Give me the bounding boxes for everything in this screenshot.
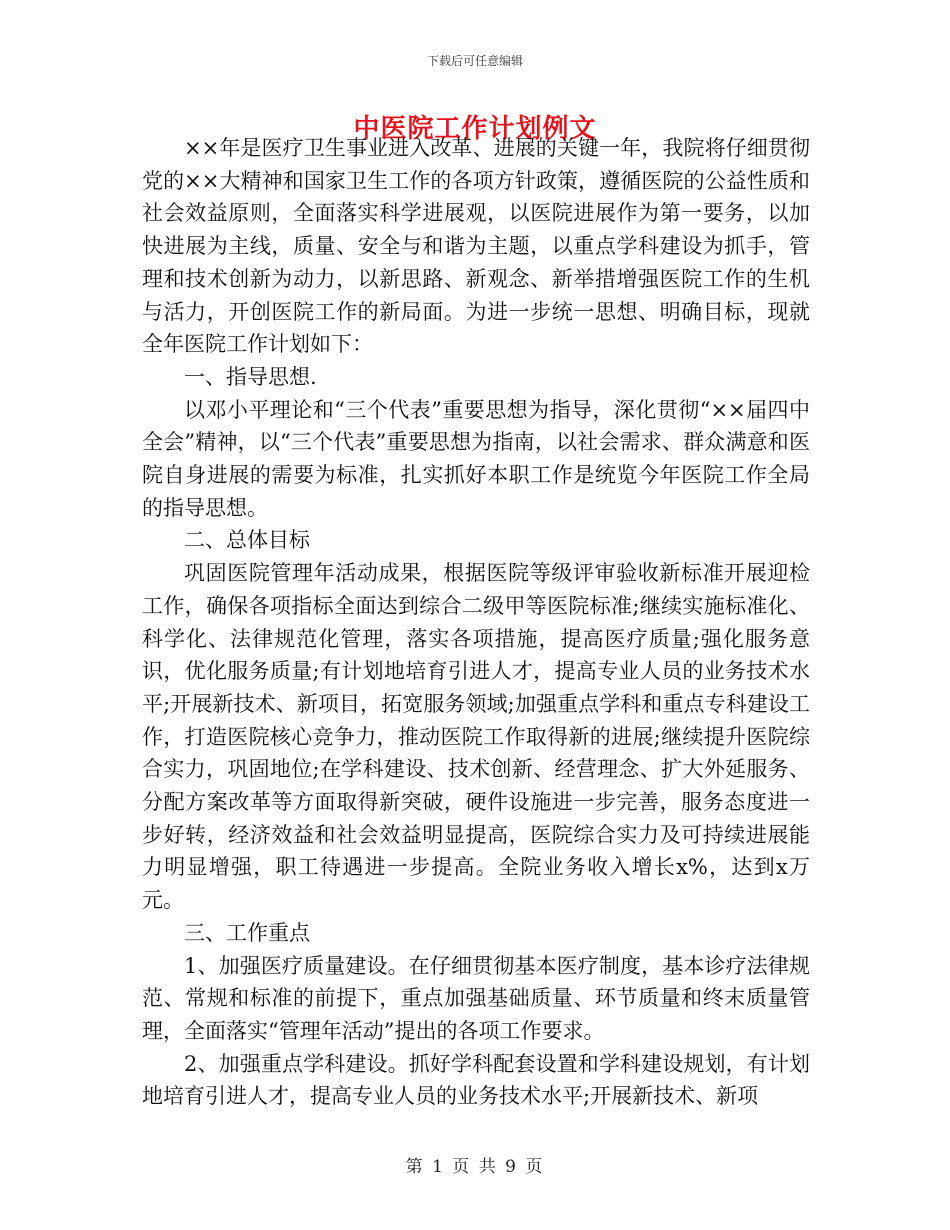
paragraph-guiding-ideology: 以邓小平理论和“三个代表”重要思想为指导，深化贯彻“××届四中全会”精神，以“三个代表”重要思想为指南，以社会需求、群众满意和医院自身进展的需要为标准，扎实抓好本职工作是统览今年医院工作全局的指导思想。 bbox=[142, 397, 810, 520]
page-number: 第 1 页 共 9 页 bbox=[405, 1157, 545, 1177]
paragraph-priority-2: 2、加强重点学科建设。抓好学科配套设置和学科建设规划，有计划地培育引进人才，提高专业人员的业务技术水平;开展新技术、新项 bbox=[142, 1051, 810, 1109]
section-heading-work-priorities: 三、工作重点 bbox=[184, 920, 310, 945]
page-header-note: 下载后可任意编辑 bbox=[426, 54, 523, 68]
document-title: 中医院工作计划例文 bbox=[353, 114, 597, 144]
section-heading-guiding-ideology: 一、指导思想. bbox=[184, 364, 317, 389]
paragraph-priority-1: 1、加强医疗质量建设。在仔细贯彻基本医疗制度，基本诊疗法律规范、常规和标准的前提下，重点加强基础质量、环节质量和终末质量管理，全面落实“管理年活动”提出的各项工作要求。 bbox=[142, 953, 810, 1043]
paragraph-intro: ××年是医疗卫生事业进入改革、进展的关键一年，我院将仔细贯彻党的××大精神和国家卫生工作的各项方针政策，遵循医院的公益性质和社会效益原则，全面落实科学进展观，以医院进展作为第一要务，以加快进展为主线，质量、安全与和谐为主题，以重点学科建设为抓手，管理和技术创新为动力，以新思路、新观念、新举措增强医院工作的生机与活力，开创医院工作的新局面。为进一步统一思想、明确目标，现就全年医院工作计划如下： bbox=[142, 136, 810, 357]
section-heading-overall-goals: 二、总体目标 bbox=[184, 528, 310, 553]
document-body bbox=[142, 132, 810, 1113]
paragraph-overall-goals: 巩固医院管理年活动成果，根据医院等级评审验收新标准开展迎检工作，确保各项指标全面达到综合二级甲等医院标准;继续实施标准化、科学化、法律规范化管理，落实各项措施，提高医疗质量;强化服务意识，优化服务质量;有计划地培育引进人才，提高专业人员的业务技术水平;开展新技术、新项目，拓宽服务领域;加强重点学科和重点专科建设工作，打造医院核心竞争力，推动医院工作取得新的进展;继续提升医院综合实力，巩固地位;在学科建设、技术创新、经营理念、扩大外延服务、分配方案改革等方面取得新突破，硬件设施进一步完善，服务态度进一步好转，经济效益和社会效益明显提高，医院综合实力及可持续进展能力明显增强，职工待遇进一步提高。全院业务收入增长x%，达到x万元。 bbox=[142, 561, 810, 913]
